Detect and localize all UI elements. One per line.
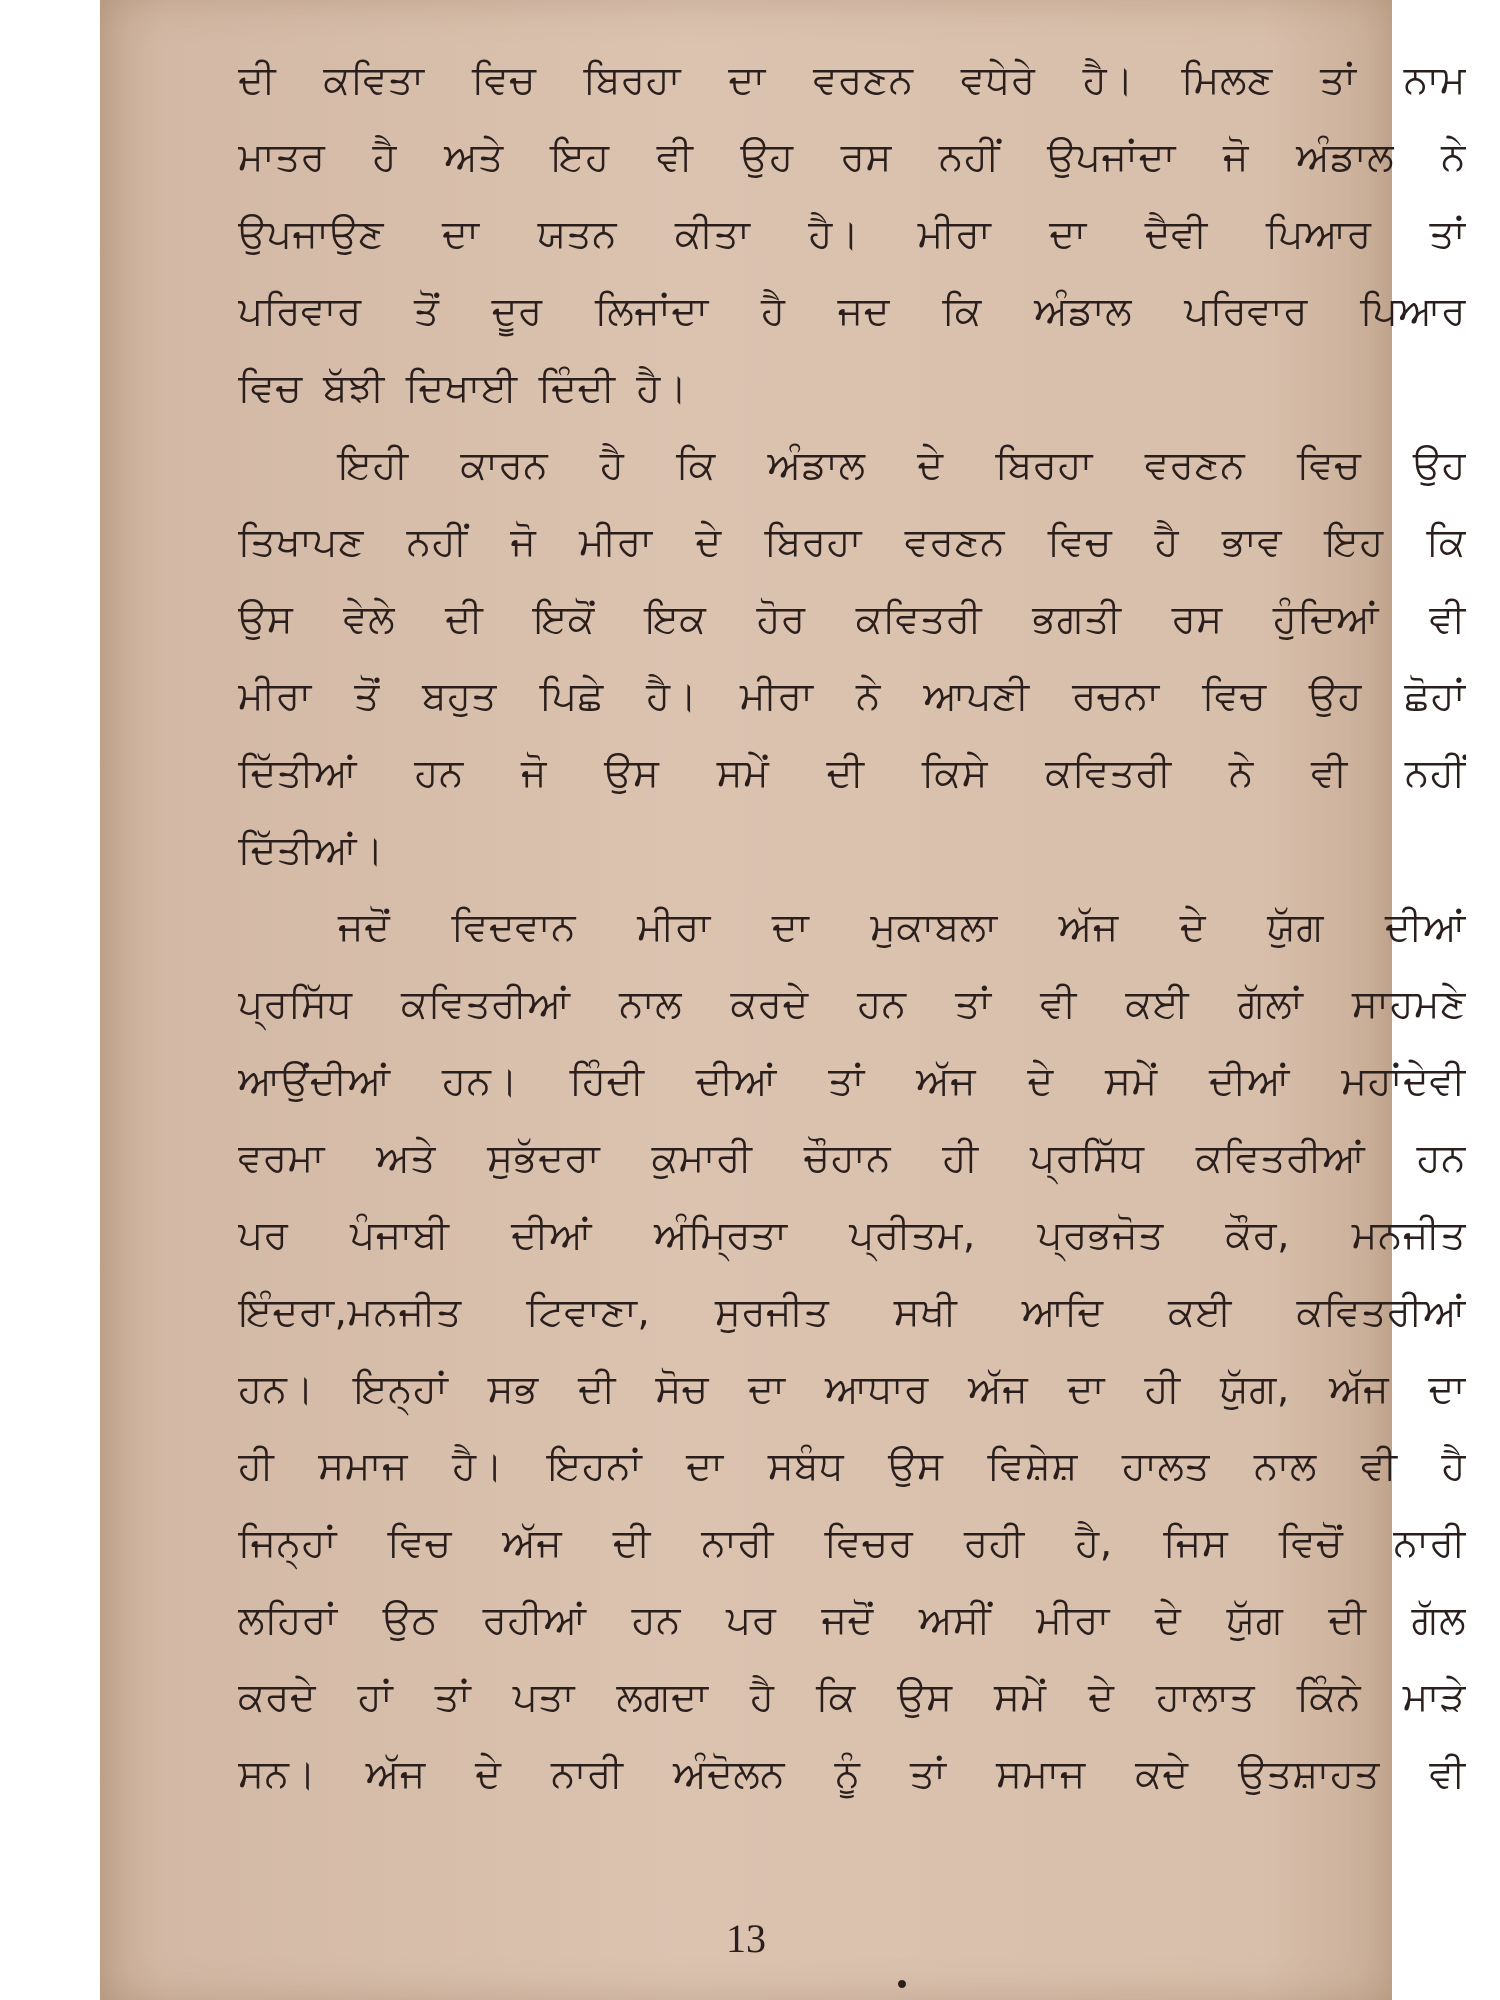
text-line: ਆਉਂਦੀਆਂ ਹਨ। ਹਿੰਦੀ ਦੀਆਂ ਤਾਂ ਅੱਜ ਦੇ ਸਮੇਂ ਦੀਆਂ ਮਹਾਂਦੇਵੀ [238, 1059, 1466, 1104]
text-line: ਇੰਦਰਾ,ਮਨਜੀਤ ਟਿਵਾਣਾ, ਸੁਰਜੀਤ ਸਖੀ ਆਦਿ ਕਈ ਕਵਿਤਰੀਆਂ [238, 1290, 1466, 1335]
text-line: ਤਿਖਾਪਣ ਨਹੀਂ ਜੋ ਮੀਰਾ ਦੇ ਬਿਰਹਾ ਵਰਣਨ ਵਿਚ ਹੈ ਭਾਵ ਇਹ ਕਿ [238, 520, 1466, 565]
text-line: ਲਹਿਰਾਂ ਉਠ ਰਹੀਆਂ ਹਨ ਪਰ ਜਦੋਂ ਅਸੀਂ ਮੀਰਾ ਦੇ ਯੁੱਗ ਦੀ ਗੱਲ [238, 1598, 1466, 1643]
text-line: ਵਰਮਾ ਅਤੇ ਸੁਭੱਦਰਾ ਕੁਮਾਰੀ ਚੌਹਾਨ ਹੀ ਪ੍ਰਸਿੱਧ ਕਵਿਤਰੀਆਂ ਹਨ [238, 1136, 1466, 1181]
text-line: ਹਨ। ਇਨ੍ਹਾਂ ਸਭ ਦੀ ਸੋਚ ਦਾ ਆਧਾਰ ਅੱਜ ਦਾ ਹੀ ਯੁੱਗ, ਅੱਜ ਦਾ [238, 1367, 1466, 1412]
text-line: ਕਰਦੇ ਹਾਂ ਤਾਂ ਪਤਾ ਲਗਦਾ ਹੈ ਕਿ ਉਸ ਸਮੇਂ ਦੇ ਹਾਲਾਤ ਕਿੰਨੇ ਮਾੜੇ [238, 1675, 1466, 1720]
text-line: ਪ੍ਰਸਿੱਧ ਕਵਿਤਰੀਆਂ ਨਾਲ ਕਰਦੇ ਹਨ ਤਾਂ ਵੀ ਕਈ ਗੱਲਾਂ ਸਾਹਮਣੇ [238, 982, 1466, 1027]
book-page [100, 0, 1466, 2000]
page-number: 13 [726, 1916, 766, 1961]
ink-speck [898, 1980, 906, 1988]
text-line: ਉਸ ਵੇਲੇ ਦੀ ਇਕੋਂ ਇਕ ਹੋਰ ਕਵਿਤਰੀ ਭਗਤੀ ਰਸ ਹੁੰਦਿਆਂ ਵੀ [238, 597, 1466, 642]
body-text [238, 42, 1466, 1813]
text-line: ਮੀਰਾ ਤੋਂ ਬਹੁਤ ਪਿਛੇ ਹੈ। ਮੀਰਾ ਨੇ ਆਪਣੀ ਰਚਨਾ ਵਿਚ ਉਹ ਛੋਹਾਂ [238, 674, 1466, 719]
text-line: ਹੀ ਸਮਾਜ ਹੈ। ਇਹਨਾਂ ਦਾ ਸਬੰਧ ਉਸ ਵਿਸ਼ੇਸ਼ ਹਾਲਤ ਨਾਲ ਵੀ ਹੈ [238, 1444, 1466, 1489]
text-line: ਮਾਤਰ ਹੈ ਅਤੇ ਇਹ ਵੀ ਉਹ ਰਸ ਨਹੀਂ ਉਪਜਾਂਦਾ ਜੋ ਅੰਡਾਲ ਨੇ [238, 135, 1466, 180]
text-line: ਦੀ ਕਵਿਤਾ ਵਿਚ ਬਿਰਹਾ ਦਾ ਵਰਣਨ ਵਧੇਰੇ ਹੈ। ਮਿਲਣ ਤਾਂ ਨਾਮ [238, 58, 1466, 103]
text-line: ਸਨ। ਅੱਜ ਦੇ ਨਾਰੀ ਅੰਦੋਲਨ ਨੂੰ ਤਾਂ ਸਮਾਜ ਕਦੇ ਉਤਸ਼ਾਹਤ ਵੀ [238, 1752, 1466, 1797]
text-line: ਜਦੋਂ ਵਿਦਵਾਨ ਮੀਰਾ ਦਾ ਮੁਕਾਬਲਾ ਅੱਜ ਦੇ ਯੁੱਗ ਦੀਆਂ [338, 905, 1466, 950]
text-line: ਪਰ ਪੰਜਾਬੀ ਦੀਆਂ ਅੰਮ੍ਰਿਤਾ ਪ੍ਰੀਤਮ, ਪ੍ਰਭਜੋਤ ਕੌਰ, ਮਨਜੀਤ [238, 1213, 1466, 1258]
text-line: ਜਿਨ੍ਹਾਂ ਵਿਚ ਅੱਜ ਦੀ ਨਾਰੀ ਵਿਚਰ ਰਹੀ ਹੈ, ਜਿਸ ਵਿਚੋਂ ਨਾਰੀ [238, 1521, 1466, 1566]
text-line: ਵਿਚ ਬੱਝੀ ਦਿਖਾਈ ਦਿੰਦੀ ਹੈ। [238, 366, 688, 411]
text-line: ਪਰਿਵਾਰ ਤੋਂ ਦੂਰ ਲਿਜਾਂਦਾ ਹੈ ਜਦ ਕਿ ਅੰਡਾਲ ਪਰਿਵਾਰ ਪਿਆਰ [238, 289, 1466, 334]
text-line: ਦਿੱਤੀਆਂ। [238, 828, 384, 873]
text-line: ਦਿੱਤੀਆਂ ਹਨ ਜੋ ਉਸ ਸਮੇਂ ਦੀ ਕਿਸੇ ਕਵਿਤਰੀ ਨੇ ਵੀ ਨਹੀਂ [238, 751, 1466, 796]
text-line: ਇਹੀ ਕਾਰਨ ਹੈ ਕਿ ਅੰਡਾਲ ਦੇ ਬਿਰਹਾ ਵਰਣਨ ਵਿਚ ਉਹ [338, 443, 1466, 488]
text-line: ਉਪਜਾਉਣ ਦਾ ਯਤਨ ਕੀਤਾ ਹੈ। ਮੀਰਾ ਦਾ ਦੈਵੀ ਪਿਆਰ ਤਾਂ [238, 212, 1466, 257]
